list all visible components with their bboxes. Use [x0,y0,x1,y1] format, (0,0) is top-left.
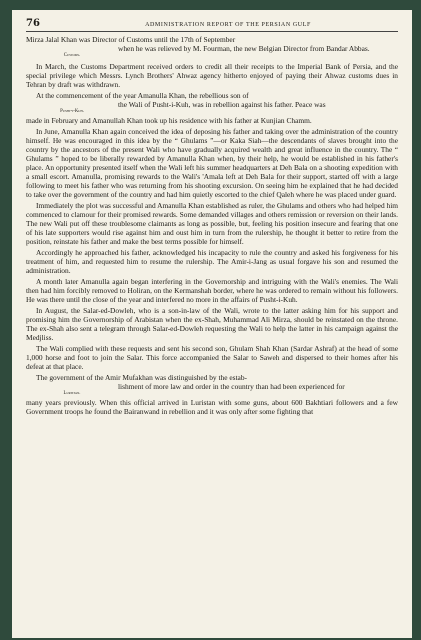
paragraph-pusht-i-kuh [26,92,398,126]
report-body [26,36,398,417]
paragraph-accordingly: Accordingly he approached his father, acknowledged his incapacity to rule the country and asked his forgiveness for his treatment of him, and requested him to resume the rulership. The Amir-i-Jang as usual forgave his son and resumed the administration. [26,247,398,275]
paragraph-first-line: The government of the Amir Mufakhan was distinguished by the estab- [36,373,247,383]
paragraph-first-line: Mirza Jalal Khan was Director of Customs until the 17th of September [26,35,236,44]
paragraph-split-text: the Wali of Pusht-i-Kuh, was in rebellion against his father. Peace was [118,100,326,110]
margin-note-customs: Customs. [63,52,81,58]
running-head: ADMINISTRATION REPORT OF THE PERSIAN GULF [145,22,311,28]
margin-split [26,101,398,117]
margin-note-luristan: Luristan. [63,391,81,397]
paragraph-march: In March, the Customs Department received orders to credit all their receipts to the Imperial Bank of Persia, and the special privilege which Messrs. Lynch Brothers' Ahwaz agency hitherto enjoyed of paying their Ahwaz customs dues in Tehran by draft was withdrawn. [26,62,398,90]
paragraph-august: In August, the Salar-ed-Dowleh, who is a son-in-law of the Wali, wrote to the latter asking him for his support and promising him the Governorship of Arabistan when the ex-Shah, Muhammad Ali Mirza, should be reinstated on the throne. The ex-Shah also sent a telegram through Salar-ed-Dowleh requesting the Wali to help the latter in his campaign against the Medjliss. [26,306,398,342]
document-page [12,10,412,638]
paragraph-month-later: A month later Amanulla again began interfering in the Governorship and intriguing with the Wali's enemies. The Wali then had him forcibly removed to Holiran, on the Kermanshah border, where he was ordered to remain without his followers. He was there until the close of the year and interfered no more in the affairs of Pusht-i-Kuh. [26,277,398,304]
paragraph-rest: made in February and Amanullah Khan took up his residence with his father at Kunjian Chamm. [26,116,312,126]
margin-split [26,383,398,399]
page-header [26,18,398,32]
margin-split [26,45,398,61]
margin-note-pusht-i-kuh: Pusht-i-Kuh. [60,109,84,115]
page-number: 76 [26,18,40,29]
paragraph-luristan [26,374,398,417]
paragraph-immediately: Immediately the plot was successful and Amanulla Khan established as ruler, the Ghulams and others who had helped him commenced to clamour for their promised rewards. Some demanded villages and others remission or reversion on their lands. The new Wali put off these troublesome claimants as long as possible, but, feeling his position insecure and fearing that one of his late supporters would rise against him and oust him in turn from the rulership, he thought it better to retire from the position, reinstate his father and make the best terms possible for himself. [26,201,398,246]
paragraph-june: In June, Amanulla Khan again conceived the idea of deposing his father and taking over the administration of the country himself. He was encouraged in this idea by the “ Ghulams ”—or Kaka Siah—the descendants of slaves brought into the country by the ancestors of the present Wali who have gradually acquired wealth and great influence in the country. The “ Ghulams ” hoped to be liberally rewarded by Amanulla Khan when, by their help, he would be established in his father's place. An opportunity presented itself when the Wali left his summer headquarters at Deh Bala on a shooting expedition with a small escort. Amanulla, promising rewards to the Wali's 'Amala left at Deh Bala for their support, started off with a large following to meet his father who was returning from his shooting excursion. On seeing him he explained that he had decided to take over the government of the country and had him quietly escorted to the chief Qaleh where he was placed under guard. [26,127,398,199]
paragraph-split-text: lishment of more law and order in the country than had been experienced for [118,382,345,392]
paragraph-split-text: when he was relieved by M. Fourman, the new Belgian Director from Bandar Abbas. [118,43,370,53]
paragraph-wali-complied: The Wali complied with these requests and sent his second son, Ghulam Shah Khan (Sardar Ashraf) at the head of some 1,000 horse and foot to join the Salar. This force accompanied the Salar to Saweh and dispersed to their homes after his defeat at that place. [26,344,398,372]
paragraph-first-line: At the commencement of the year Amanulla Khan, the rebellious son of [36,91,249,101]
paragraph-rest: many years previously. When this official arrived in Luristan with some guns, about 600 Bakhtiari followers and a few Government troops he found the Bairanwand in rebellion and it was only after some fighting that [26,398,398,417]
paragraph-customs [26,36,398,61]
